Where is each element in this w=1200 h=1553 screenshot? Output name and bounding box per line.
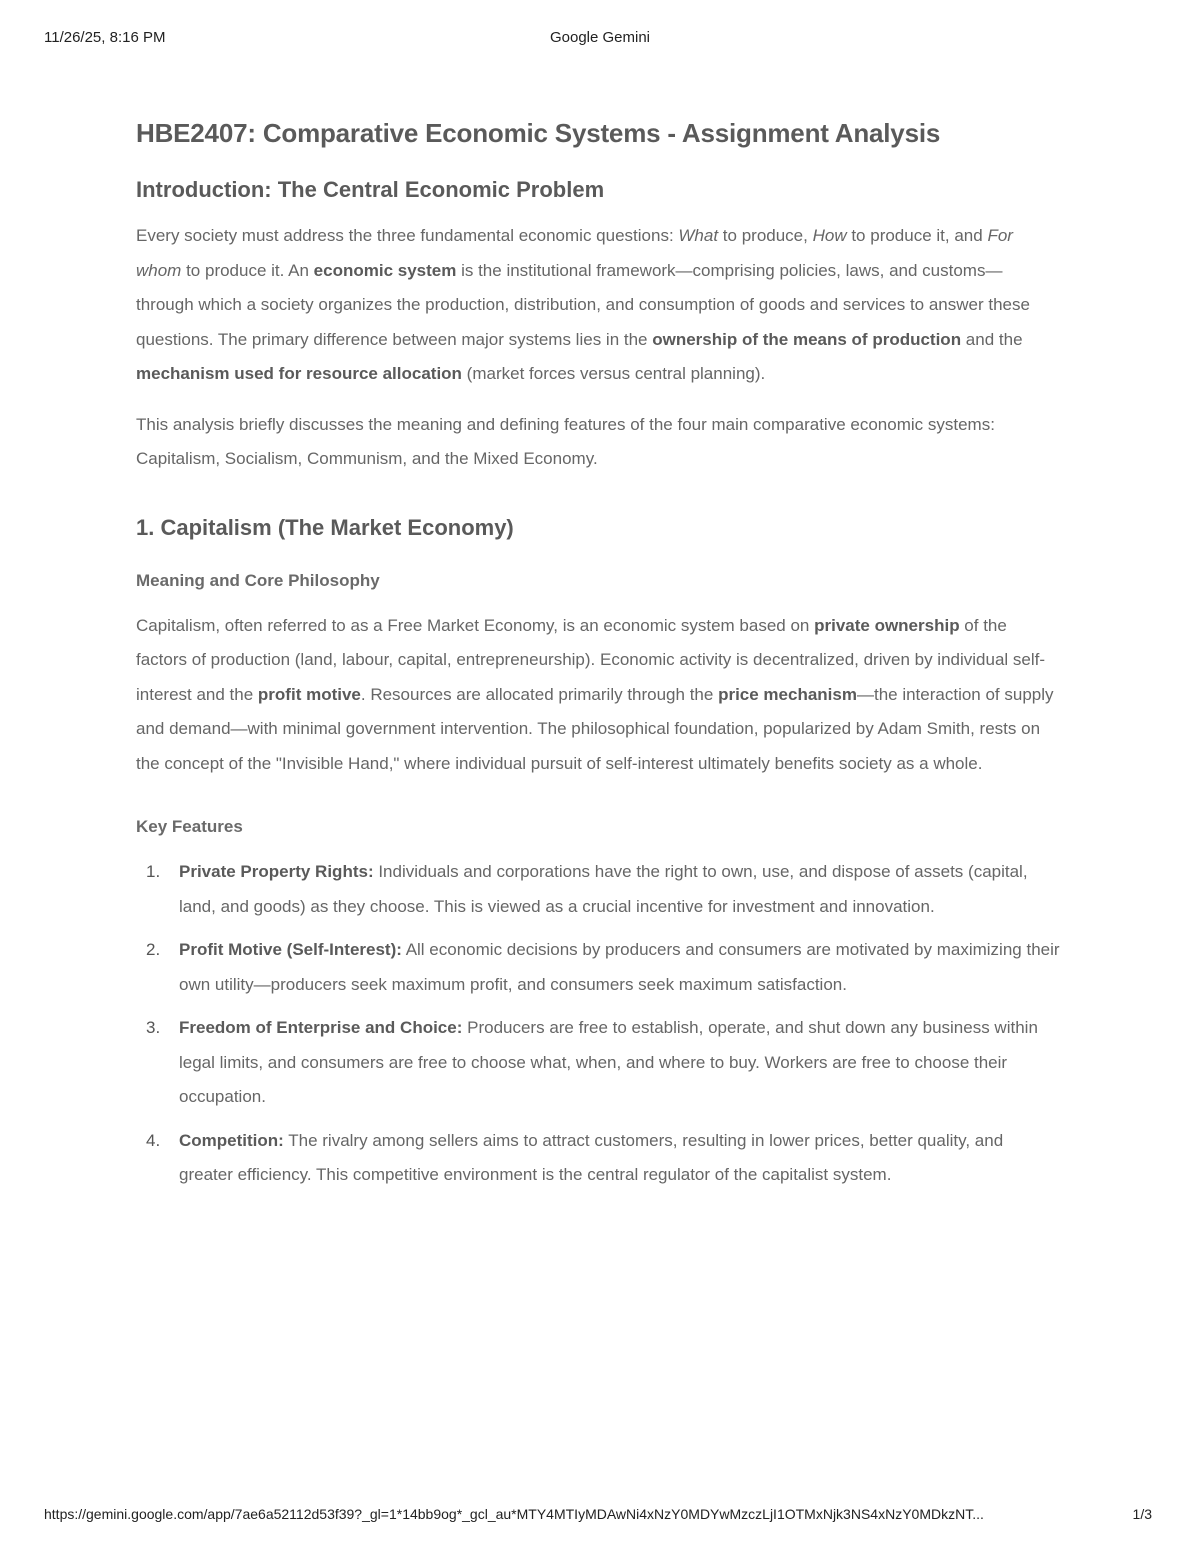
print-datetime: 11/26/25, 8:16 PM <box>44 29 166 46</box>
list-item: 3. Freedom of Enterprise and Choice: Producers are free to establish, operate, and shut down any business within legal limits, and consumers are free to choose what, when, and where to buy. Workers are free to choose their occupation. <box>146 1018 1038 1106</box>
document-content <box>136 118 1060 1202</box>
key-features-list <box>136 855 1060 1193</box>
list-item: 4. Competition: The rivalry among sellers aims to attract customers, resulting in lower prices, better quality, and greater efficiency. This competitive environment is the central regulator of the capitalist system. <box>146 1130 1004 1184</box>
meaning-paragraph: Capitalism, often referred to as a Free Market Economy, is an economic system based on private ownership of the factors of production (land, labour, capital, entrepreneurship). Economic activity is decentralized, driven by individual self-interest and the profit motive. Resources are allocated primarily through the price mechanism—the interaction of supply and demand—with minimal government intervention. The philosophical foundation, popularized by Adam Smith, rests on the concept of the "Invisible Hand," where individual pursuit of self-interest ultimately benefits society as a whole. <box>136 615 1054 773</box>
page-indicator: 1/3 <box>1132 1506 1152 1522</box>
meaning-heading: Meaning and Core Philosophy <box>136 570 380 590</box>
capitalism-heading: 1. Capitalism (The Market Economy) <box>136 514 514 540</box>
list-item: 1. Private Property Rights: Individuals and corporations have the right to own, use, and dispose of assets (capital, land, and goods) as they choose. This is viewed as a crucial incentive for investment and innovation. <box>146 862 1028 916</box>
print-footer <box>0 1506 1200 1528</box>
list-item: 2. Profit Motive (Self-Interest): All economic decisions by producers and consumers are motivated by maximizing their own utility—producers seek maximum profit, and consumers seek maximum satisfaction. <box>146 940 1060 994</box>
page-url: https://gemini.google.com/app/7ae6a52112d53f39?_gl=1*14bb9og*_gcl_au*MTY4MTIyMDAwNi4xNzY0MDYwMzczLjI1OTMxNjk3NS4xNzY0MDkzNT... <box>44 1506 984 1522</box>
print-site-title: Google Gemini <box>549 29 651 46</box>
intro-paragraph-2: This analysis briefly discusses the meaning and defining features of the four main comparative economic systems: Capitalism, Socialism, Communism, and the Mixed Economy. <box>136 414 995 468</box>
intro-paragraph-1: Every society must address the three fundamental economic questions: What to produce, How to produce it, and For whom to produce it. An economic system is the institutional framework—comprising policies, laws, and customs—through which a society organizes the production, distribution, and consumption of goods and services to answer these questions. The primary difference between major systems lies in the ownership of the means of production and the mechanism used for resource allocation (market forces versus central planning). <box>136 226 1030 383</box>
intro-heading: Introduction: The Central Economic Problem <box>136 177 605 202</box>
document-title: HBE2407: Comparative Economic Systems - Assignment Analysis <box>136 118 941 148</box>
print-header <box>0 29 1200 51</box>
key-features-heading: Key Features <box>136 817 243 836</box>
